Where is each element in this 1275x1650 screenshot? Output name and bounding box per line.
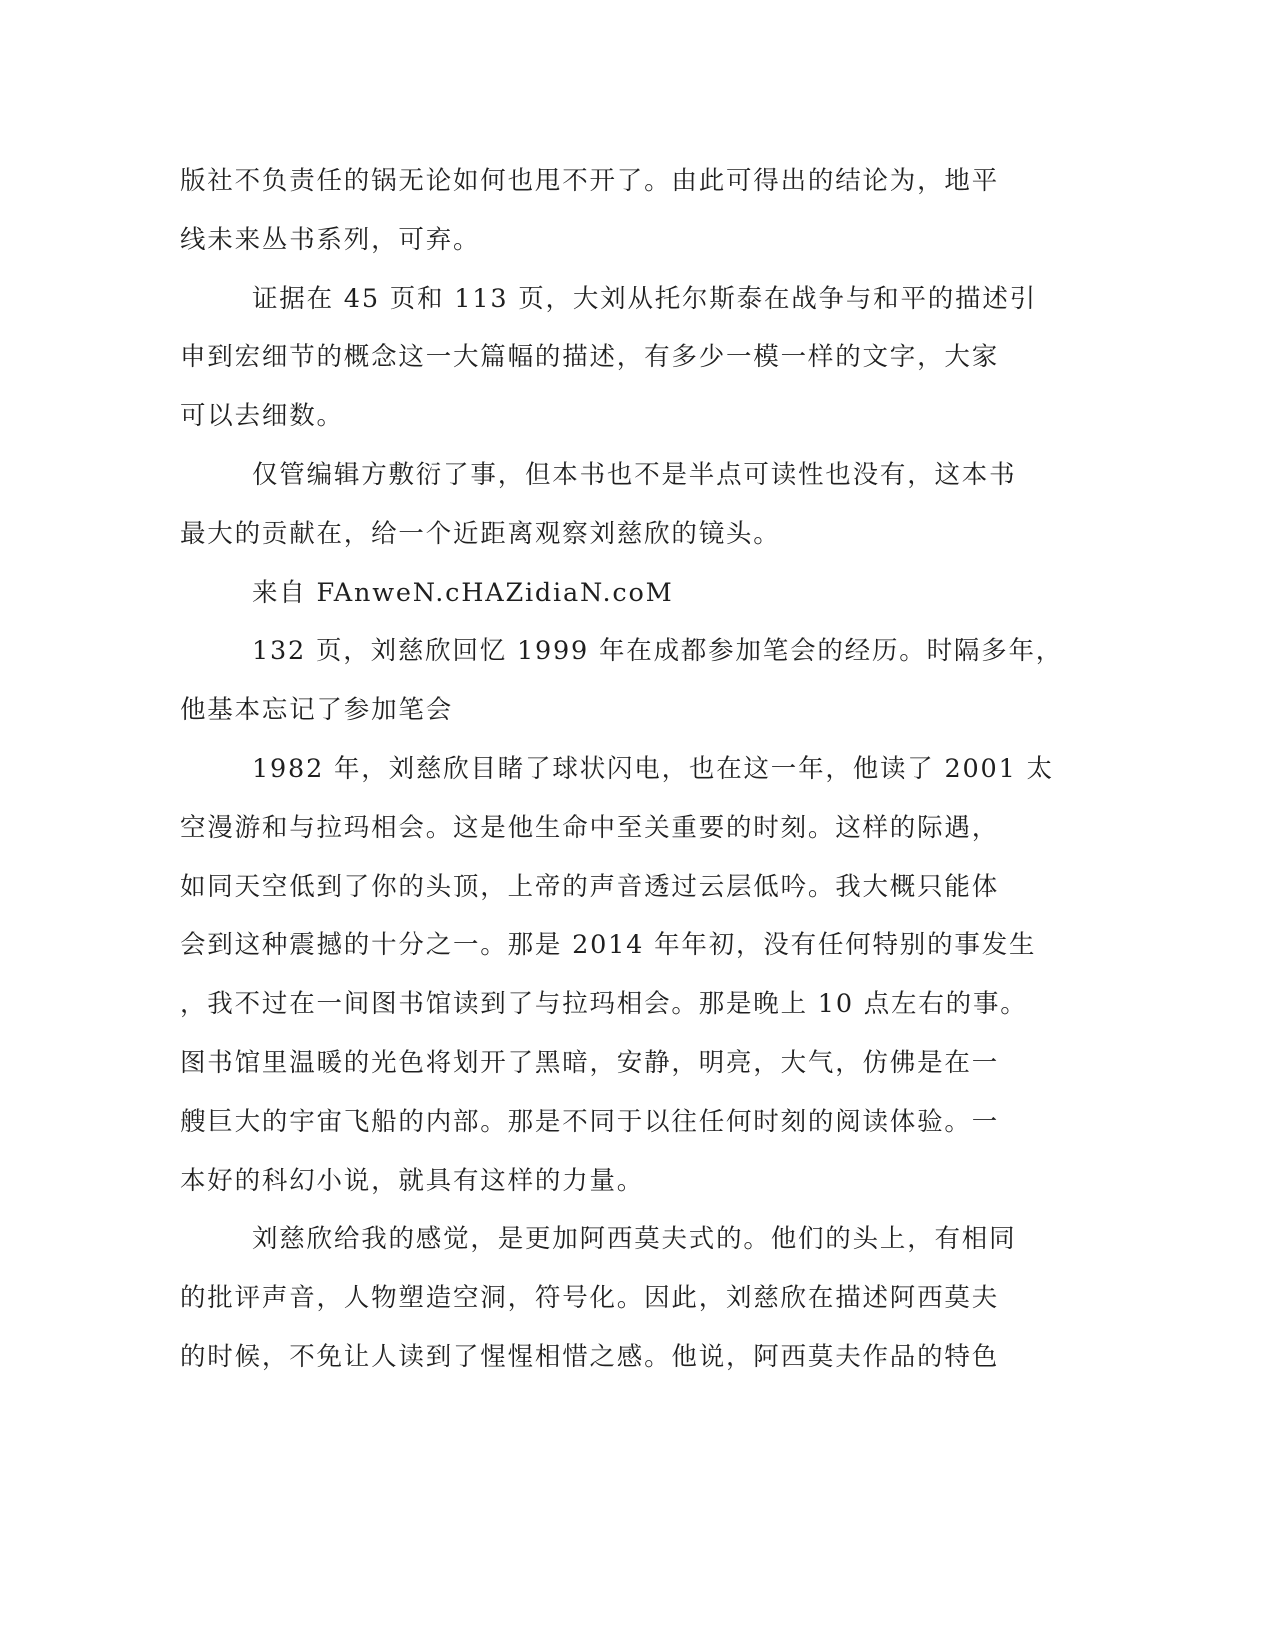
text-line: 如同天空低到了你的头顶，上帝的声音透过云层低吟。我大概只能体: [180, 872, 1000, 902]
text-line: 会到这种震撼的十分之一。那是 2014 年年初，没有任何特别的事发生: [180, 930, 1037, 960]
text-line: ，我不过在一间图书馆读到了与拉玛相会。那是晚上 10 点左右的事。: [180, 989, 1028, 1019]
text-line: 的批评声音，人物塑造空洞，符号化。因此，刘慈欣在描述阿西莫夫: [180, 1283, 1000, 1313]
text-line: 图书馆里温暖的光色将划开了黑暗，安静，明亮，大气，仿佛是在一: [180, 1048, 1000, 1078]
text-line: 可以去细数。: [180, 401, 344, 431]
text-line: 版社不负责任的锅无论如何也甩不开了。由此可得出的结论为，地平: [180, 166, 1000, 196]
text-line: 申到宏细节的概念这一大篇幅的描述，有多少一模一样的文字，大家: [180, 342, 1000, 372]
text-line: 线未来丛书系列，可弃。: [180, 225, 481, 255]
text-line: 他基本忘记了参加笔会: [180, 695, 454, 725]
paragraph-first-line: 刘慈欣给我的感觉，是更加阿西莫夫式的。他们的头上，有相同: [252, 1224, 1017, 1254]
text-line: 的时候，不免让人读到了惺惺相惜之感。他说，阿西莫夫作品的特色: [180, 1342, 1000, 1372]
text-line: 最大的贡献在，给一个近距离观察刘慈欣的镜头。: [180, 519, 781, 549]
paragraph-first-line: 证据在 45 页和 113 页，大刘从托尔斯泰在战争与和平的描述引: [252, 284, 1037, 314]
source-line: 来自 FAnweN.cHAZidiaN.coM: [252, 578, 674, 608]
text-line: 艘巨大的宇宙飞船的内部。那是不同于以往任何时刻的阅读体验。一: [180, 1107, 1000, 1137]
paragraph-first-line: 132 页，刘慈欣回忆 1999 年在成都参加笔会的经历。时隔多年，: [252, 636, 1064, 666]
text-line: 本好的科幻小说，就具有这样的力量。: [180, 1166, 645, 1196]
text-line: 空漫游和与拉玛相会。这是他生命中至关重要的时刻。这样的际遇，: [180, 813, 1000, 843]
paragraph-first-line: 1982 年，刘慈欣目睹了球状闪电，也在这一年，他读了 2001 太: [252, 754, 1054, 784]
paragraph-first-line: 仅管编辑方敷衍了事，但本书也不是半点可读性也没有，这本书: [252, 460, 1017, 490]
